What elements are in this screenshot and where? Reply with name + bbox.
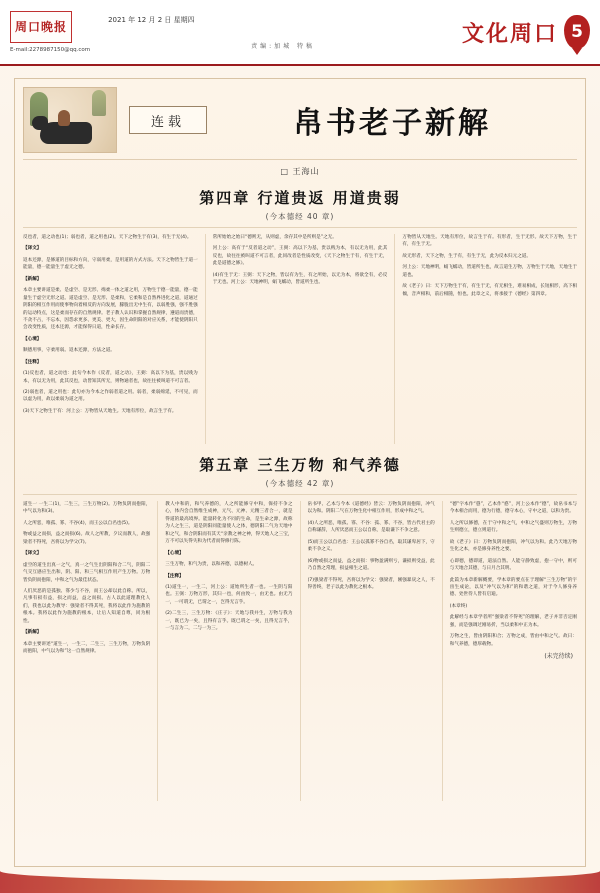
- column-divider: [300, 501, 301, 801]
- newspaper-logo: 周口晚报: [10, 11, 72, 43]
- chapter-1-col-2: [213, 234, 388, 444]
- page-number-badge: 5: [564, 15, 590, 49]
- chapter-2-columns: [23, 501, 577, 801]
- paragraph-label: 【新解】: [23, 630, 42, 636]
- article-illustration: [23, 87, 117, 153]
- paragraph: 心即德，德即道，道法自然。人能守静致虚，抱一守中，则可与天地合其德，与日月合其明。: [449, 558, 577, 572]
- tree-shape-2: [92, 90, 106, 116]
- section-title: 文化周口: [461, 21, 558, 47]
- paragraph: 顺德用事，守柔用弱。返本还源，方法之道。: [23, 348, 115, 354]
- chapter-2-col-3: [308, 501, 435, 801]
- masthead: [0, 0, 600, 66]
- masthead-date: 2021 年 12 月 2 日 星期四: [108, 15, 195, 24]
- masthead-right: [462, 15, 590, 49]
- chapter-2-head: [23, 454, 577, 489]
- paragraph: (1)道生一，一生二，河上公：道始所生者一也。一生阴与阳也。王弼：万物万形，其归一也，何由致一，由无也。由无乃一，一可谓无，已谓之一，岂得无言乎。: [165, 584, 293, 605]
- paragraph: (1)反也者，道之动也：此句今本作《反者，道之动》，王弼：高以下为基，贵以贱为本，有以无为用，此其反也，动皆知其所无，则物通者也，故往往被叫道不可言者。: [23, 371, 198, 384]
- chapter-2-col-2: [165, 501, 292, 801]
- chapter-1-columns: [23, 234, 577, 444]
- content-frame: [14, 78, 586, 867]
- paragraph: 人之所恶，唯孤、寡、不谷(4)，而王公以自名也(5)。: [23, 520, 133, 526]
- article-headline: 帛书老子新解: [293, 106, 491, 141]
- masthead-middle: [104, 15, 462, 50]
- article-signoff: (未完待续): [544, 653, 573, 660]
- column-divider: [157, 501, 158, 801]
- paragraph: 返本还源，是修道的目标和方向，守弱用柔，是用道的方式方法。天下之物皆生于道一能量，德一能量生于虚无之德。: [23, 257, 198, 271]
- divider: [23, 494, 577, 495]
- chapter-1-title: 第四章 行道贵返 用道贵弱: [199, 189, 401, 207]
- paragraph: 帛书甲、乙本与今本《道德经》皆云：万物负阴而抱阳，冲气以为和。阴阳二气在万物生化中相互作用，形成中和之气。: [307, 502, 435, 515]
- chapter-2-col-1: [23, 501, 150, 801]
- paragraph: (7)强梁者不得死，吾将以为学父：强梁者，刚强暴戾之人，不得善终，老子以此为教化之根本。: [307, 577, 435, 590]
- serial-tag: 连载: [129, 106, 207, 134]
- paragraph: 万物皆从天地生。天地有形位，故言生于有。有形者，生于无形。故天下万物，生于有，有生于无。: [402, 235, 578, 248]
- paragraph: (2)二生三，三生万物：《庄子》：天地与我并生，万物与我为一，既已为一矣，且得有言乎。既已谓之一矣，且得无言乎，一与言为二，二与一为三。: [165, 611, 293, 632]
- paragraph: 常所始始之始曰“德则无，从则虚，余存其中是所则是”之无。: [212, 235, 337, 240]
- paragraph: (本章终): [449, 603, 468, 609]
- column-divider: [442, 501, 443, 801]
- paragraph: (3)天下之物生于有：河上公：万物皆从天地生。天地有形位，故言生于有。: [23, 408, 177, 414]
- paragraph: (4)有生于无：王弼：天下之物，皆以有为生，有之所始，以无为本，将欲全有，必反于无也。河上公：天地神明，蜎飞蠕动，皆道所生也。: [212, 272, 388, 286]
- paragraph: (6)物或损之而益，益之而损：事物盈满则亏，谦损则受益，此乃自然之常理，损益相生之道。: [307, 558, 435, 572]
- chapter-1-subtitle: (今本德经 40 章): [265, 212, 335, 221]
- paragraph: “德”字本作“惪”，乙本作“悳”，河上公本作“德”，故帛书本与今本相合而用，德为行德，德守本心，守中之道，以和为贵。: [449, 502, 577, 515]
- paragraph: 此篇为本章新解概要，学本章的要点在于理解“三生万物”的宇宙生成论，以及“冲气以为和”的和谐之道，对于今人修身养德、处世待人皆有启迪。: [449, 577, 577, 598]
- chapter-2-subtitle: (今本德经 42 章): [265, 479, 335, 488]
- paragraph: 物或益之而损，益之而损(6)。故人之所教，夕议而教人，故强梁者不得死，吾将以为学父(7)。: [23, 532, 151, 545]
- chapter-1-col-1: [23, 234, 198, 444]
- paragraph: 人们厌恶的是孤独、寡少与不谷，而王公却以此自称。所以，凡事有损有益，损之而益，益之而损。古人以此道理教化人们，我也以此为教导：强梁者不得其死，我将以此作为施教的根本。我将以此作为施教的根本，让后人知道自尊，同为根性。: [23, 588, 151, 624]
- paragraph: 虚空的道生出真一之气，真一之气生出阴阳和合二气，阴阳二气交互感应生出和，阴、阳、和三气相互作用产生万物。万物皆负阴而抱阳，中和之气为最佳状态。: [23, 562, 151, 583]
- paragraph-label: 【心境】: [23, 336, 42, 342]
- paragraph: 河上公：天地神明，蜎飞蠕动，皆道所生也，故言道生万物，万物生于天地，天地生于道也。: [402, 265, 578, 278]
- paragraph: (5)而王公以自名也：王公以孤寡不谷自名，取其谦卑居下，守柔不争之义。: [307, 539, 435, 553]
- paragraph: 反也者，道之动也(1)；弱也者，道之用也(2)。天下之物生于有(3)，有生于无(4)。: [23, 235, 192, 240]
- paragraph-label: 【心境】: [165, 550, 184, 556]
- paragraph-label: 【注释】: [23, 359, 42, 365]
- column-divider: [394, 234, 395, 444]
- paragraph-label: 【译文】: [23, 246, 42, 252]
- chapter-2-col-4: [450, 501, 577, 801]
- paragraph: 本章主要讲道是柔、是虚空、是无形、绵柔一体之道之用，万物生于德一能量，德一能量生于虚空无形之道。道是虚空、是无形、是柔和，它柔和是自然界进化之道，道通过阴阳的相互作用而使事物向着相反的方向发展，朦胧出无中生有，以弱胜强，强不胜强的运动特点，这是柔而存在的自然规律。老子教人认识和掌握自然规律，遵道而贵德，不贪不占，不忘本，因怨求更多、更美、更大，因生命阴阳的对应关系，才能使阴阳只会改变性质，还本还源，才能保得日道，性命长存。: [23, 288, 198, 331]
- paragraph: 故《老子》曰：万物负阴而抱阳，冲气以为和。此乃天地万物生化之本，亦是修身养性之要。: [449, 539, 577, 553]
- chapter-1-col-3: [402, 234, 577, 444]
- paragraph: 此解经与本章学者所“强梁者不得死”的理解，老子并非否定刚强，而是强调过刚易折，当以柔和中正为本。: [449, 615, 577, 628]
- chapter-2-title: 第五章 三生万物 和气养德: [199, 456, 401, 474]
- masthead-email: E-mail:2278987150@qq.com: [10, 47, 91, 53]
- byline: □ 王海山: [280, 167, 320, 176]
- paragraph: 本章主要讲述“道生一，一生二，二生三，三生万物，万物负阴而抱阳，中气以为和”这一自然规律。: [23, 641, 151, 654]
- paragraph: 教人中和的，和气养德的，人之所能修守中和，保持不争之心，体内会自然维生成神，元气、元神、元精三者合一，就是得道的最高境界。能量转化为不同的生命，是生命之源，故称为人之生三，道是阴阳同能量使人之体，德阴阳二气为天地中和之气，和合阴阳而有其天“亲教之神之神，得天地人之三宝，万不可以失得失和为代者而得修行陈。: [165, 502, 293, 545]
- paragraph: 万物之生，皆由阴阳和合；万物之成，皆由中和之气。故曰：和气养德，德厚载物。: [449, 634, 577, 647]
- footer-decoration: [0, 871, 600, 893]
- paragraph: 道生一 一生二(1)，二生三，三生万物(2)。万物负阴而抱阳，中气以为和(3)。: [23, 502, 151, 515]
- chapter-1-head: [23, 187, 577, 222]
- rider-shape: [58, 110, 70, 126]
- paragraph: 故无形者，天下之物，生于有，有生于无，此为反本归元之道。: [402, 253, 531, 259]
- paragraph-label: 【译文】: [23, 551, 42, 557]
- paragraph-label: 【新解】: [23, 276, 42, 282]
- masthead-left: [10, 11, 90, 53]
- paragraph: (2)弱也者，道之用也：此句亦为今本之作弱者道之用。弱者，柔弱绵延，不可见，而以虚为用，故以柔弱为道之用。: [23, 390, 198, 403]
- paragraph: (4)人之所恶，唯孤、寡、不谷：孤、寡、不谷，皆古代君主的自称谦辞，人所厌恶而王公以自称，是取谦下不争之意。: [307, 520, 435, 534]
- headline-band: [23, 85, 577, 160]
- paragraph: 人之所以修德，在于守中和之气，中和之气盛则万物生，万物生则德立，德立则道行。: [449, 520, 577, 534]
- masthead-credits: 责编:加城 特稿: [251, 42, 315, 50]
- paragraph: 河上公：高有于“反者道之动”，王弼：高以下为基，贵以贱为本，有以无为用，此其反也，故往往被叫道不可言者，此同改者是性质改变，《天下之物生于有，有生于无，此是道德之修》。: [212, 246, 388, 267]
- divider: [23, 227, 577, 228]
- paragraph-label: 【注释】: [165, 573, 184, 579]
- paragraph: 三生万物，和气为贵，以和养德，以德树人。: [165, 562, 258, 568]
- paragraph: 故《老子》曰：天下万物生于有，有生于无，有无相生，难易相成，长短相形，高下相倾，音声相和，前后相随，恒也。此章之义，将承接于《德经》第四章。: [402, 284, 578, 297]
- column-divider: [205, 234, 206, 444]
